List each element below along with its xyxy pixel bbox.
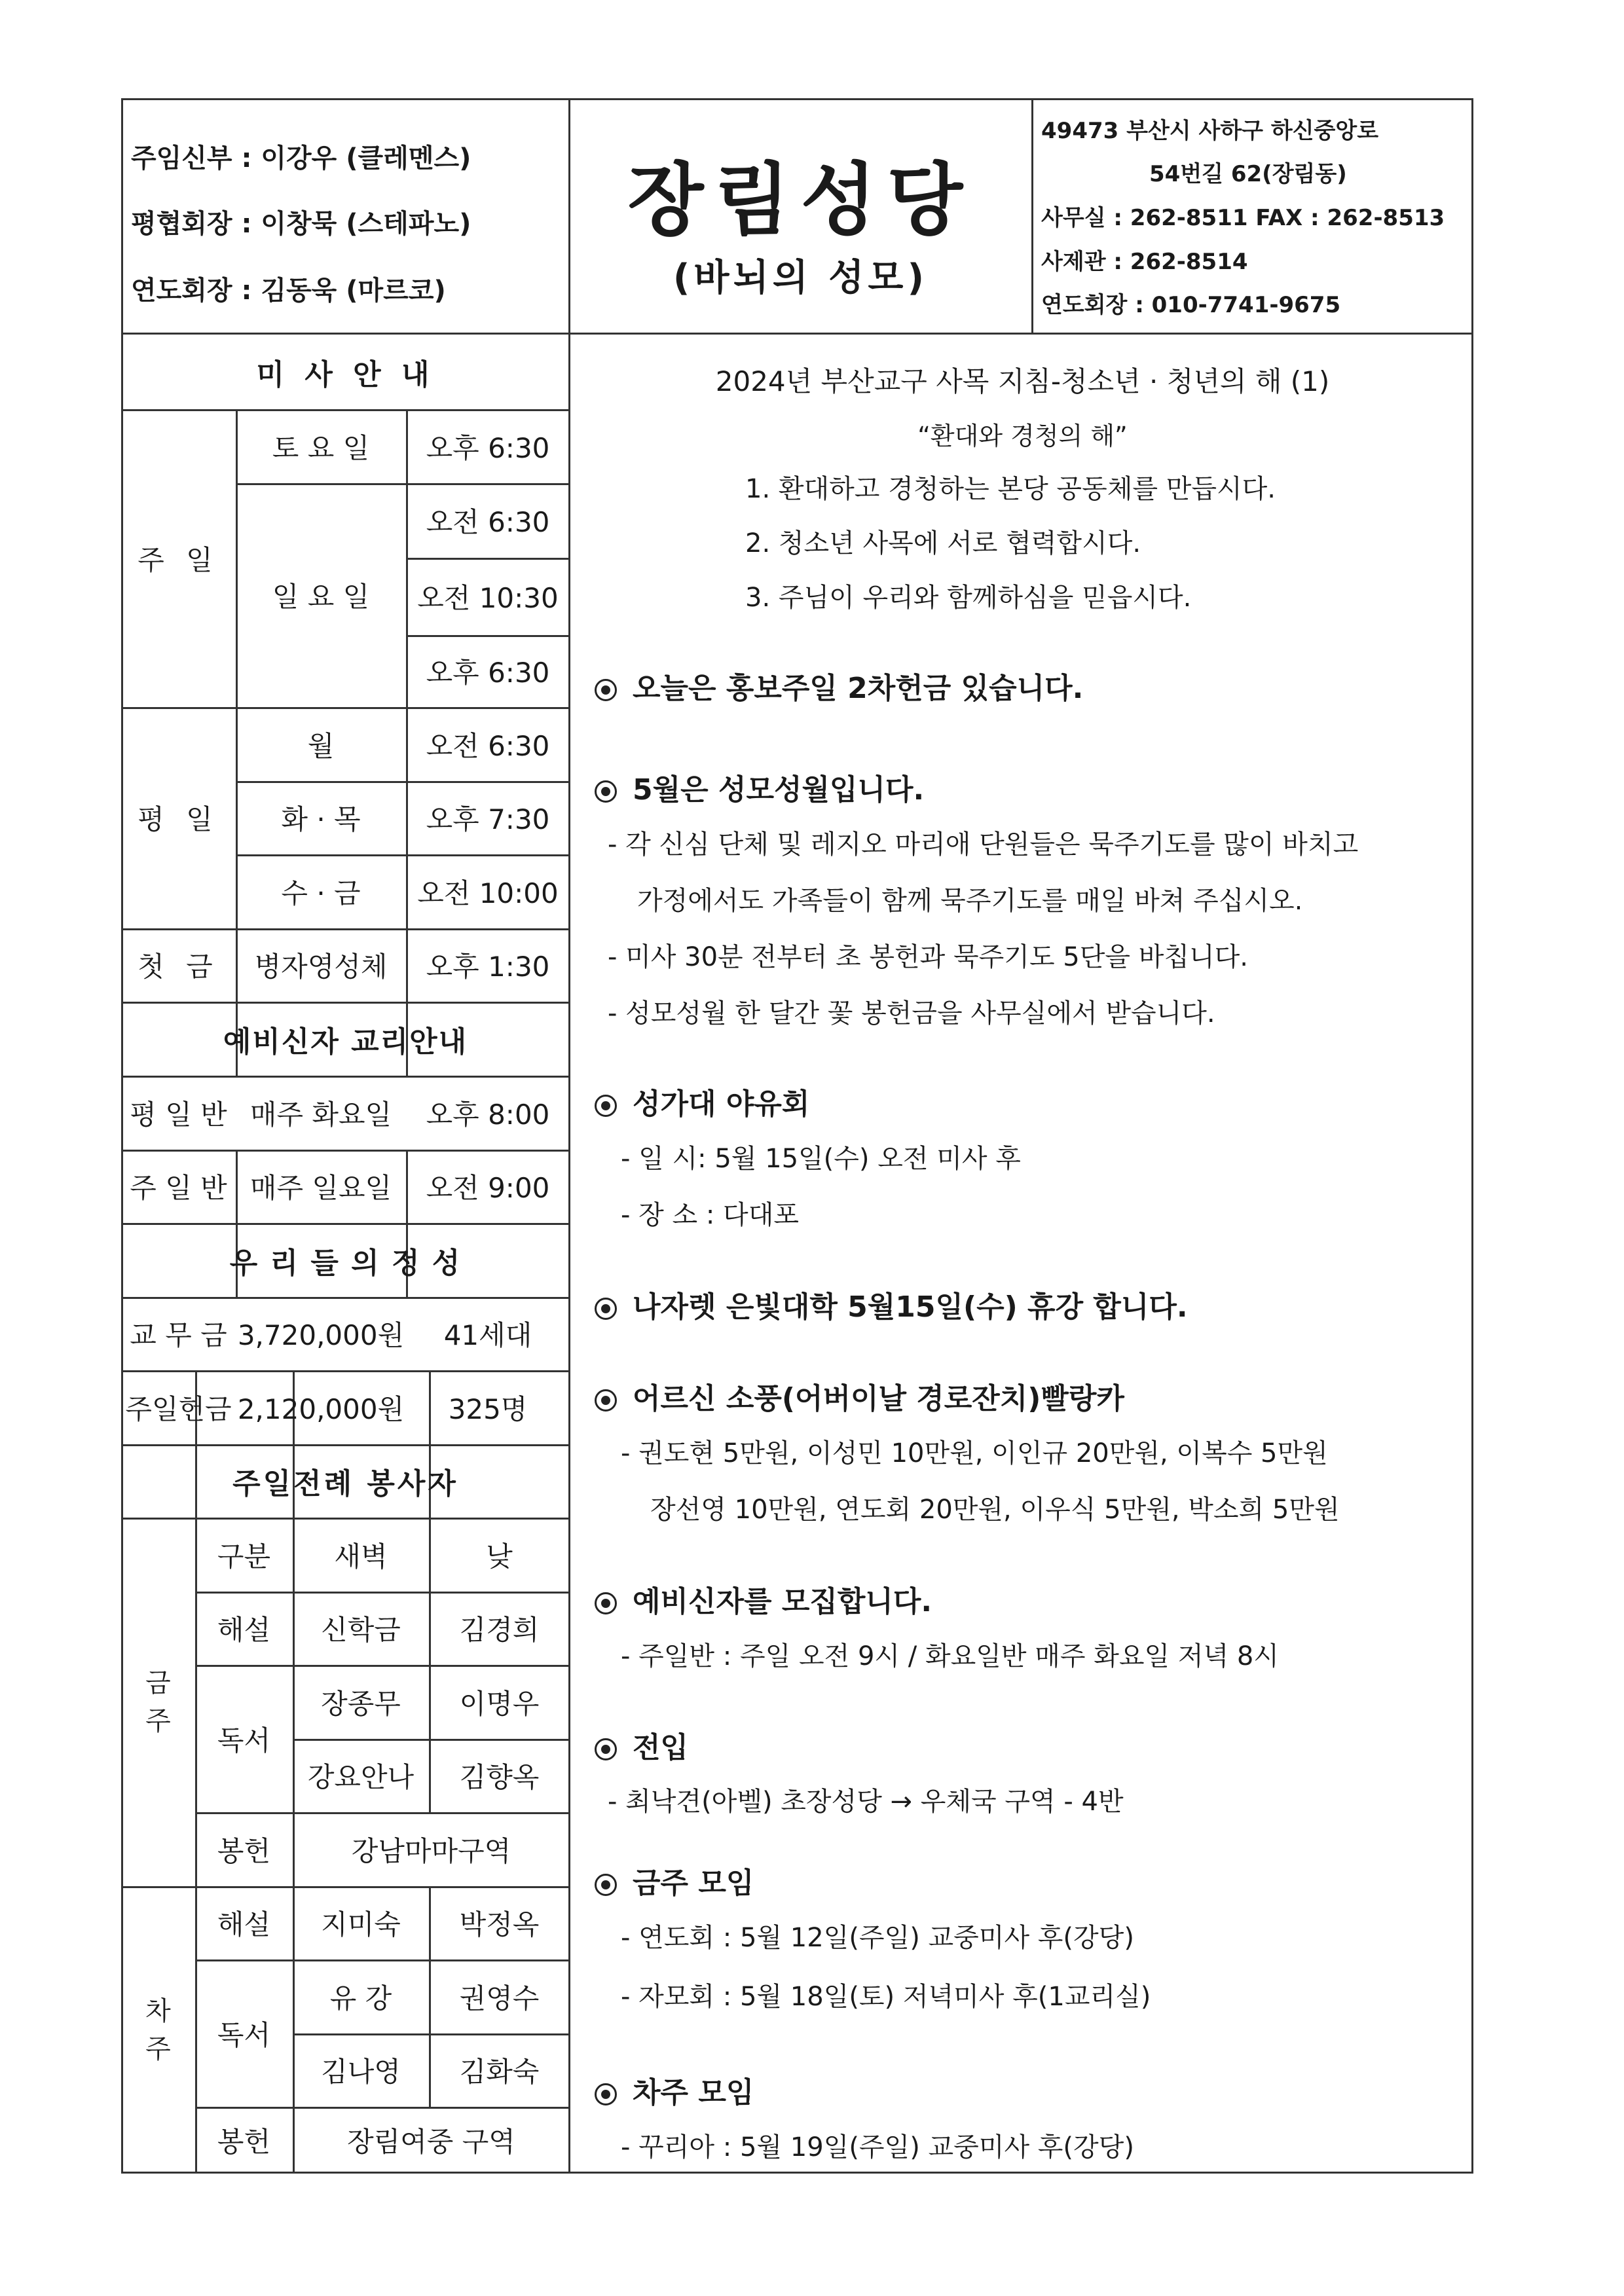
catechumen-time-2: 오전 9:00 <box>426 1172 550 1204</box>
saturday-label: 토 요 일 <box>272 431 370 464</box>
next-week-label: 차 주 <box>145 1995 171 2064</box>
notice-8 <box>595 1859 754 1901</box>
tw-commentary-role: 해설 <box>217 1614 271 1646</box>
offering-count-1: 41세대 <box>443 1319 532 1351</box>
nw-offertory-role: 봉헌 <box>217 2126 271 2158</box>
first-friday-day: 병자영성체 <box>254 951 388 983</box>
tw-commentary-dawn: 신학금 <box>321 1614 401 1646</box>
weekday-time-2: 오후 7:30 <box>426 803 550 835</box>
notice-4 <box>595 1283 1188 1325</box>
notice-6 <box>595 1578 932 1620</box>
notice-5-line-1: - 권도현 5만원, 이성민 10만원, 이인규 20만원, 이복수 5만원 <box>621 1438 1328 1468</box>
notice-2 <box>595 766 924 808</box>
pastoral-item-3: 3. 주님이 우리와 함께하심을 믿읍시다. <box>745 583 1192 613</box>
pastoral-item-1: 1. 환대하고 경청하는 본당 공동체를 만듭시다. <box>745 474 1276 504</box>
sunday-label: 주 일 <box>138 543 219 576</box>
sunday-time-2: 오전 10:30 <box>417 582 559 614</box>
tw-reading-day-1: 이명우 <box>459 1687 540 1720</box>
servers-col-role: 구분 <box>217 1540 271 1573</box>
yeondo-phone: 연도회장 : 010-7741-9675 <box>1041 292 1341 318</box>
bullet-icon <box>595 2083 617 2105</box>
bullet-icon <box>595 1738 617 1760</box>
sunday-time-1: 오전 6:30 <box>426 506 550 538</box>
offering-count-2: 325명 <box>448 1393 528 1425</box>
bullet-icon <box>595 1592 617 1614</box>
catechumen-day-2: 매주 일요일 <box>249 1172 392 1204</box>
nw-commentary-day: 박정옥 <box>459 1908 540 1941</box>
address-line2: 54번길 62(장림동) <box>1149 161 1347 187</box>
catechumen-title: 예비신자 교리안내 <box>223 1025 468 1059</box>
tw-reading-dawn-2: 강요안나 <box>307 1761 415 1793</box>
weekday-time-1: 오전 6:30 <box>426 729 550 762</box>
notice-7-text: 전입 <box>633 1731 689 1764</box>
tw-offertory-role: 봉헌 <box>217 1834 271 1867</box>
offering-amount-2: 2,120,000원 <box>237 1393 405 1425</box>
pastoral-motto: “환대와 경청의 해” <box>917 422 1128 450</box>
bullet-icon <box>595 1298 617 1320</box>
header-divider-right <box>1031 98 1033 334</box>
notice-4-text: 나자렛 은빛대학 5월15일(수) 휴강 합니다. <box>633 1290 1188 1324</box>
notice-2-line-3: - 미사 30분 전부터 초 봉헌과 묵주기도 5단을 바칩니다. <box>608 942 1249 972</box>
weekday-day-2: 화 · 목 <box>281 803 361 835</box>
church-patron: (바뇌의 성모) <box>673 257 929 299</box>
notice-9-text: 차주 모임 <box>633 2076 754 2109</box>
tw-commentary-day: 김경희 <box>459 1614 540 1646</box>
nw-commentary-role: 해설 <box>217 1908 271 1941</box>
notice-8-text: 금주 모임 <box>633 1867 754 1900</box>
sunday-time-3: 오후 6:30 <box>426 657 550 689</box>
first-friday-time: 오후 1:30 <box>426 951 550 983</box>
catechumen-day-1: 매주 화요일 <box>249 1098 392 1131</box>
nw-reading-day-2: 김화숙 <box>459 2056 540 2088</box>
tw-reading-dawn-1: 장종무 <box>321 1687 401 1720</box>
notice-5-text: 어르신 소풍(어버이날 경로잔치)빨랑카 <box>633 1382 1124 1415</box>
tw-offertory: 강남마마구역 <box>351 1834 511 1867</box>
saturday-time: 오후 6:30 <box>426 431 550 464</box>
weekday-day-1: 월 <box>307 729 335 762</box>
weekday-day-3: 수 · 금 <box>281 877 361 909</box>
bullet-icon <box>595 1095 617 1117</box>
catechumen-time-1: 오후 8:00 <box>426 1098 550 1131</box>
pastoral-title: 2024년 부산교구 사목 지침-청소년 · 청년의 해 (1) <box>715 365 1330 397</box>
notice-6-line-1: - 주일반 : 주일 오전 9시 / 화요일반 매주 화요일 저녁 8시 <box>621 1641 1279 1671</box>
weekday-label: 평 일 <box>138 803 219 835</box>
notice-5-line-2: 장선영 10만원, 연도회 20만원, 이우식 5만원, 박소희 5만원 <box>650 1495 1340 1525</box>
pastoral-item-2: 2. 청소년 사목에 서로 협력합시다. <box>745 528 1141 558</box>
notice-5 <box>595 1375 1124 1417</box>
notice-3 <box>595 1080 809 1122</box>
tw-reading-day-2: 김향옥 <box>459 1761 540 1793</box>
notice-6-text: 예비신자를 모집합니다. <box>633 1585 932 1618</box>
nw-reading-day-1: 권영수 <box>459 1982 540 2014</box>
this-week-label: 금 주 <box>145 1667 171 1736</box>
offering-label-2: 주일헌금 <box>125 1393 232 1425</box>
weekday-time-3: 오전 10:00 <box>417 877 559 909</box>
mass-guide-title: 미 사 안 내 <box>256 357 435 392</box>
notice-7-line-1: - 최낙견(아벨) 초장성당 → 우체국 구역 - 4반 <box>608 1787 1124 1817</box>
notice-1 <box>595 665 1083 706</box>
notice-1-text: 오늘은 홍보주일 2차헌금 있습니다. <box>633 672 1084 705</box>
priest-name: 주임신부 : 이강우 (클레멘스) <box>131 143 471 173</box>
notice-2-line-1: - 각 신심 단체 및 레지오 마리애 단원들은 묵주기도를 많이 바치고 <box>608 829 1359 860</box>
notice-3-text: 성가대 야유회 <box>633 1087 810 1121</box>
office-phone: 사무실 : 262-8511 FAX : 262-8513 <box>1041 205 1445 231</box>
notice-2-line-4: - 성모성월 한 달간 꽃 봉헌금을 사무실에서 받습니다. <box>608 998 1215 1029</box>
notice-8-line-1: - 연도회 : 5월 12일(주일) 교중미사 후(강당) <box>621 1923 1134 1953</box>
catechumen-label-2: 주 일 반 <box>130 1172 227 1204</box>
sidebar <box>121 334 570 2174</box>
offering-title: 우 리 들 의 정 성 <box>229 1246 462 1280</box>
notice-3-line-2: - 장 소 : 다대포 <box>621 1200 799 1230</box>
notice-9-line-1: - 꾸리아 : 5월 19일(주일) 교중미사 후(강당) <box>621 2132 1134 2162</box>
bullet-icon <box>595 780 617 803</box>
offering-amount-1: 3,720,000원 <box>237 1319 405 1351</box>
notice-8-line-2: - 자모회 : 5월 18일(토) 저녁미사 후(1교리실) <box>621 1982 1151 2012</box>
nw-reading-dawn-2: 김나영 <box>321 2056 401 2088</box>
first-friday-label: 첫 금 <box>138 951 219 983</box>
tw-reading-role: 독서 <box>217 1724 271 1757</box>
notice-9 <box>595 2069 754 2111</box>
rectory-phone: 사제관 : 262-8514 <box>1041 249 1248 275</box>
yeondo-president: 연도회장 : 김동욱 (마르코) <box>131 276 446 306</box>
nw-offertory: 장림여중 구역 <box>347 2126 515 2158</box>
address-line1: 49473 부산시 사하구 하신중앙로 <box>1041 118 1379 144</box>
servers-col-dawn: 새벽 <box>334 1540 388 1573</box>
council-president: 평협회장 : 이창묵 (스테파노) <box>131 209 471 239</box>
servers-title: 주일전례 봉사자 <box>232 1467 458 1501</box>
nw-reading-dawn-1: 유 강 <box>329 1982 392 2014</box>
sunday-day-label: 일 요 일 <box>272 581 370 613</box>
servers-col-day: 낮 <box>486 1540 513 1573</box>
notice-7 <box>595 1724 688 1766</box>
bullet-icon <box>595 1389 617 1412</box>
bullet-icon <box>595 1874 617 1896</box>
catechumen-label-1: 평 일 반 <box>130 1098 227 1131</box>
bullet-icon <box>595 679 617 701</box>
notice-2-text: 5월은 성모성월입니다. <box>633 773 925 807</box>
nw-commentary-dawn: 지미숙 <box>321 1908 401 1941</box>
notice-3-line-1: - 일 시: 5월 15일(수) 오전 미사 후 <box>621 1144 1021 1174</box>
notice-2-line-2: 가정에서도 가족들이 함께 묵주기도를 매일 바쳐 주십시오. <box>637 886 1303 916</box>
offering-label-1: 교 무 금 <box>130 1319 227 1351</box>
church-name: 장림성당 <box>627 155 974 246</box>
header-staff <box>131 98 563 334</box>
nw-reading-role: 독서 <box>217 2018 271 2051</box>
